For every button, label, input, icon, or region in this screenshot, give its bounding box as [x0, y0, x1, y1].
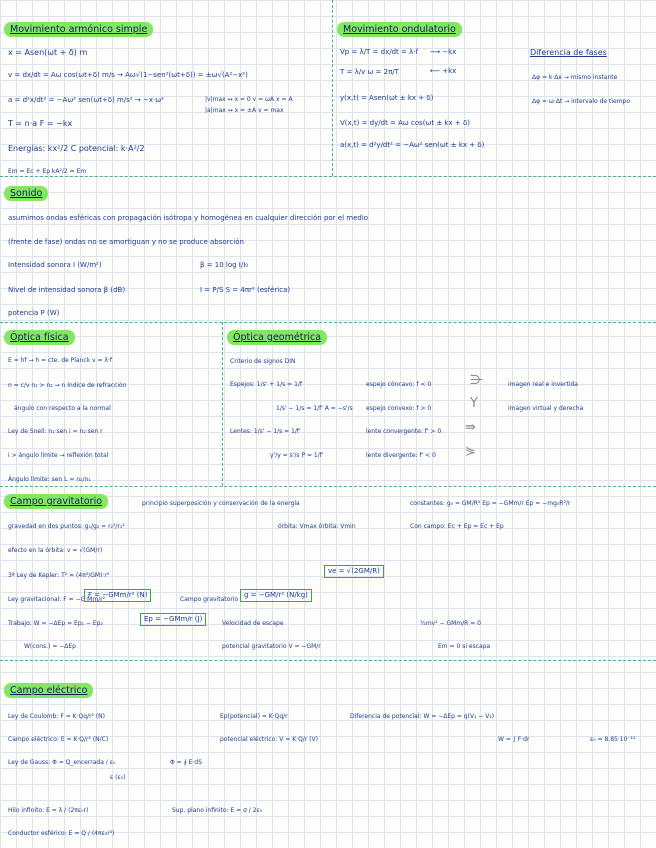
optica-geometrica-line: Criterio de signos DIN: [230, 358, 296, 365]
electrico-diff: Diferencia de potencial: W = −ΔEp = q(V₁ − V₂): [350, 713, 495, 720]
mas-line: x = Asen(ωt + δ) m: [8, 48, 88, 57]
mas-line: Em = Ec + Ep kA²/2 = Em: [8, 168, 87, 175]
mirror-type: espejo convexo: f > 0: [366, 405, 432, 412]
gravitatorio-title: Campo gravitatorio: [4, 494, 108, 509]
optica-fisica-line: Ángulo límite: sen L = n₂/n₁: [8, 476, 91, 483]
electrico-potential: Ep(potencial) = K·Qq/r: [220, 713, 288, 720]
optica-fisica-line: Ley de Snell: n₁·sen i = n₂·sen r: [8, 428, 103, 435]
gravitatorio-formula-box: F = −GMm/r² (N): [84, 589, 151, 602]
gravitatorio-line: Ley gravitacional: F = −G·Mm/r²: [8, 596, 106, 603]
ondulatorio-line: y(x,t) = Asen(ωt ± kx + δ): [340, 94, 434, 102]
sonido-line: asumimos ondas esféricas con propagación isótropa y homogénea en cualquier dirección por el medio: [8, 214, 369, 222]
gravitatorio-constants: constantes: g₀ = GM/R² Ep = −GMm/r Ep = −mg₀R²/r: [410, 500, 571, 507]
sonido-line: Intensidad sonora I (W/m²): [8, 261, 102, 269]
ondulatorio-title: Movimiento ondulatorio: [337, 22, 462, 37]
gravitatorio-escape-note: Em = 0 si escapa: [438, 643, 491, 650]
mas-side-note: |v|max ↔ x = 0 v = ωA x = A: [205, 96, 293, 103]
mirror-type: espejo cóncavo: f < 0: [366, 381, 432, 388]
desfase-line: Δφ = k·Δx → mismo instante: [532, 74, 618, 81]
optica-fisica-line: n = c/v n₁ > n₂ → n índice de refracción: [8, 382, 127, 389]
electrico-line: Hilo infinito: E = λ / (2πε₀r): [8, 807, 89, 814]
optica-geometrica-line: 1/s' − 1/s = 1/f' A = −s'/s: [276, 405, 353, 412]
gravitatorio-line: 3ª Ley de Kepler: T² = (4π²/GM)·r³: [8, 572, 110, 579]
electrico-gauss-integral: Φ = ∮ E·dS: [170, 759, 202, 766]
direction-arrow: ⟵ +kx: [430, 67, 457, 75]
mas-line: a = d²x/dt² = −Aω² sen(ωt+δ) m/s² → −x·ω²: [8, 96, 164, 104]
sonido-formula-beta: β = 10 log I/I₀: [200, 261, 249, 269]
image-type: imagen real e invertida: [508, 381, 578, 388]
gravitatorio-field-label: Campo gravitatorio: [180, 596, 239, 603]
divider-horizontal: [0, 176, 656, 177]
gravitatorio-potential-label: potencial gravitatorio V = −GM/r: [222, 643, 321, 650]
gravitatorio-formula-box: ve = √(2GM/R): [324, 565, 384, 578]
gravitatorio-line: Trabajo: W = −ΔEp = Ep₁ − Ep₂: [8, 620, 103, 627]
electrico-eps: ε₀ = 8.85·10⁻¹²: [590, 736, 636, 743]
direction-arrow: ⟶ −kx: [430, 48, 457, 56]
desfase-line: Δφ = ω·Δt → intervalo de tiempo: [532, 98, 631, 105]
gravitatorio-subtitle: principio superposición y conservación de la energía: [142, 500, 300, 507]
converging-lens-icon: ⇛: [465, 420, 476, 435]
mas-title: Movimiento armónico simple: [4, 22, 153, 37]
gravitatorio-potential-note: Con campo: Ec + Ep = Ec + Ep: [410, 523, 504, 530]
electrico-pot-elec: potencial eléctrico: V = K·Q/r (V): [220, 736, 318, 743]
optica-geometrica-line: Espejos: 1/s' + 1/s = 1/f: [230, 381, 303, 388]
divider-horizontal: [0, 660, 656, 661]
sonido-line: potencia P (W): [8, 309, 60, 317]
divider-vertical: [222, 322, 223, 486]
sonido-formula-intensity: I = P/S S = 4πr² (esférica): [200, 286, 291, 294]
gravitatorio-velocity-label: Velocidad de escape: [222, 620, 284, 627]
divider-horizontal: [0, 486, 656, 487]
ondulatorio-line: T = λ/v ω = 2π/T: [340, 68, 399, 76]
ondulatorio-line: Vp = λ/T = dx/dt = λ·f: [340, 48, 418, 56]
concave-mirror-icon: ⋺: [470, 373, 483, 388]
convex-mirror-icon: Y: [470, 396, 478, 411]
gravitatorio-line: gravedad en dos puntos: g₁/g₂ = r₂²/r₁²: [8, 523, 125, 530]
gravitatorio-line: efecto en la órbita: v = √(GM/r): [8, 547, 103, 554]
gravitatorio-line: W(cons.) = −ΔEp: [24, 643, 76, 650]
electrico-line: Conductor esférico: E = Q / (4πε₀r²): [8, 830, 115, 837]
ondulatorio-line: V(x,t) = dy/dt = Aω cos(ωt ± kx + δ): [340, 119, 470, 127]
electrico-work: W = ∫ F·dr: [498, 736, 530, 743]
mas-line: v = dx/dt = Aω cos(ωt+δ) m/s → Aω√(1−sen²(ωt+δ)) = ±ω√(A²−x²): [8, 71, 248, 79]
gravitatorio-formula-box: Ep = −GMm/r (J): [140, 613, 206, 626]
optica-geometrica-line: Lentes: 1/s' − 1/s = 1/f': [230, 428, 301, 435]
gravitatorio-formula-box: g = −GM/r² (N/kg): [240, 589, 312, 602]
optica-geometrica-line: y'/y = s'/s P = 1/f': [270, 452, 324, 459]
mas-line: T = n·a F = −kx: [8, 119, 73, 128]
electrico-line: Ley de Coulomb: F = K·Qq/r² (N): [8, 713, 106, 720]
mas-side-note: |a|max ↔ x = ±A v = max: [205, 107, 284, 114]
mas-line: Energías: kx²/2 C potencial: k·A²/2: [8, 144, 145, 153]
sonido-line: Nivel de intensidad sonora β (dB): [8, 286, 126, 294]
ondulatorio-line: a(x,t) = d²y/dt² = −Aω² sen(ωt ± kx + δ): [340, 141, 485, 149]
optica-fisica-title: Óptica física: [4, 330, 75, 345]
gravitatorio-orbit-note: órbita: Vmax órbita: Vmin: [278, 523, 356, 530]
desfase-title: Diferencia de fases: [530, 48, 607, 57]
electrico-line: Campo eléctrico: E = K·Q/r² (N/C): [8, 736, 109, 743]
electrico-title: Campo eléctrico: [4, 683, 93, 698]
electrico-line: Ley de Gauss: Φ = Q_encerrada / ε₀: [8, 759, 116, 766]
lens-type: lente divergente: f' < 0: [366, 452, 436, 459]
optica-geometrica-title: Óptica geométrica: [227, 330, 327, 345]
image-type: imagen virtual y derecha: [508, 405, 584, 412]
sonido-title: Sonido: [4, 186, 48, 201]
diverging-lens-icon: ⋟: [465, 444, 476, 459]
sonido-line: (frente de fase) ondas no se amortiguan y no se produce absorción: [8, 238, 244, 246]
divider-vertical: [332, 0, 333, 176]
optica-fisica-line: E = hf → h = cte. de Planck v = λ·f: [8, 357, 113, 364]
divider-horizontal: [0, 322, 656, 323]
optica-fisica-line: ángulo con respecto a la normal: [14, 405, 111, 412]
gravitatorio-escape-formula: ½mv² − GMm/R = 0: [420, 620, 481, 627]
electrico-plane: Sup. plano infinito: E = σ / 2ε₀: [172, 807, 263, 814]
lens-type: lente convergente: f' > 0: [366, 428, 442, 435]
optica-fisica-line: i > ángulo límite → reflexión total: [8, 452, 109, 459]
electrico-epsilon-label: ε (ε₀): [110, 774, 126, 781]
